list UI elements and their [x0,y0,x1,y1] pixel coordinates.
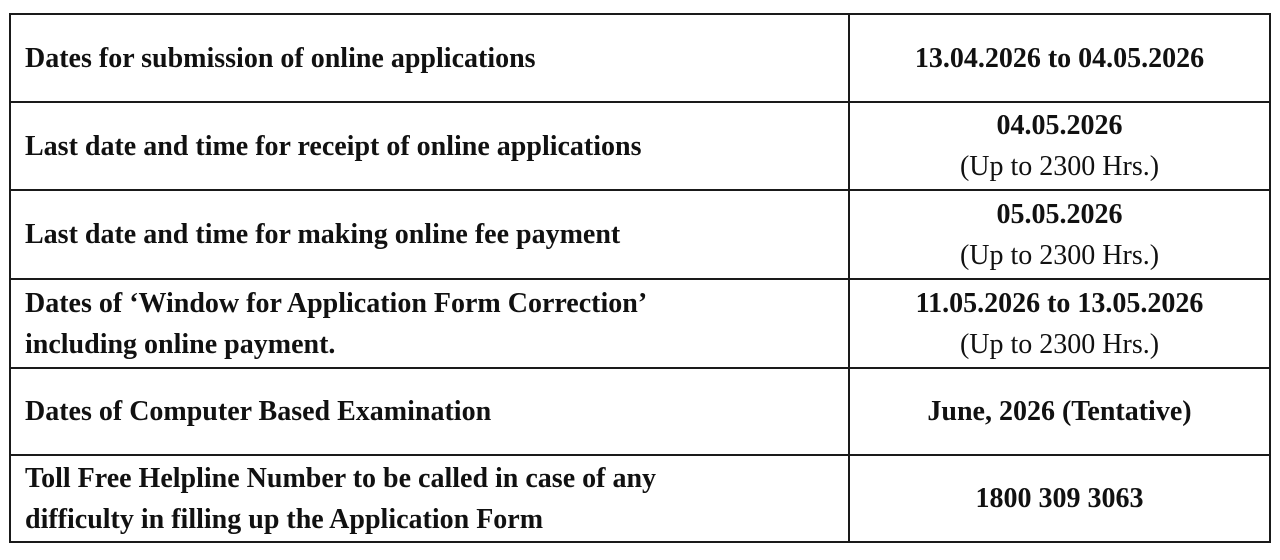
row-value [849,102,1270,190]
table-row [10,455,1270,542]
row-label [10,102,849,190]
schedule-table [9,13,1271,543]
correction-window-label-line1: Dates of ‘Window for Application Form Correction’ [25,287,648,319]
row-value [849,190,1270,279]
row-value [849,455,1270,542]
row-label [10,279,849,368]
submission-dates-label: Dates for submission of online applications [25,42,536,74]
helpline-number: 1800 309 3063 [975,483,1144,514]
fee-payment-deadline-label: Last date and time for making online fee payment [25,219,621,250]
row-label [10,14,849,102]
receipt-deadline-date: 04.05.2026 [996,110,1123,141]
fee-payment-deadline-time: (Up to 2300 Hrs.) [959,239,1160,271]
exam-dates-value: June, 2026 (Tentative) [927,396,1192,427]
table-row [10,279,1270,368]
table-row [10,190,1270,279]
helpline-label-line1: Toll Free Helpline Number to be called in case of any [25,462,657,494]
table-row [10,368,1270,455]
receipt-deadline-label: Last date and time for receipt of online applications [25,130,642,162]
correction-window-dates: 11.05.2026 to 13.05.2026 [915,287,1204,319]
row-label [10,190,849,279]
submission-dates-value: 13.04.2026 to 04.05.2026 [914,42,1205,74]
row-value [849,14,1270,102]
row-value [849,368,1270,455]
receipt-deadline-time: (Up to 2300 Hrs.) [959,151,1160,182]
fee-payment-deadline-date: 05.05.2026 [996,198,1123,230]
row-value [849,279,1270,368]
helpline-label-line2: difficulty in filling up the Application Form [25,503,544,535]
row-label [10,368,849,455]
correction-window-time: (Up to 2300 Hrs.) [959,328,1160,360]
exam-dates-label: Dates of Computer Based Examination [25,396,492,427]
correction-window-label-line2: including online payment. [25,328,336,360]
table-row [10,14,1270,102]
row-label [10,455,849,542]
table-row [10,102,1270,190]
